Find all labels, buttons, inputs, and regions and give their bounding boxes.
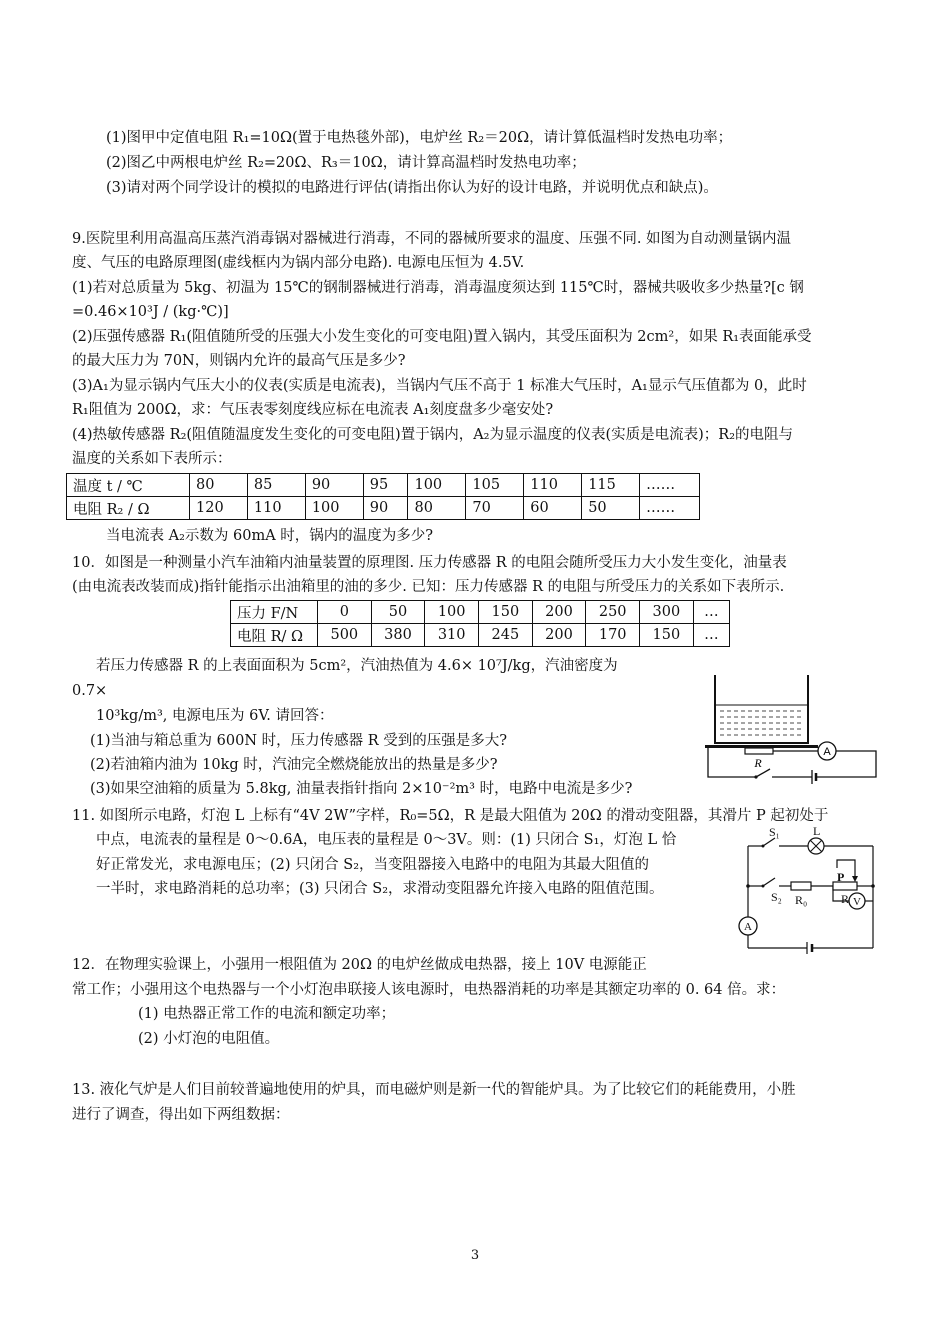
table-cell: 90 xyxy=(305,474,363,497)
s1-label: S₁ xyxy=(769,826,780,839)
sensor-label: R xyxy=(754,756,762,770)
q12-line3: (1) 电热器正常工作的电流和额定功率； xyxy=(138,1006,396,1022)
q9-line11: 当电流表 A₂示数为 60mA 时，锅内的温度为多少? xyxy=(106,528,434,544)
q11-line1: 11. 如图所示电路，灯泡 L 上标有“4V 2W”字样，R₀=5Ω，R 是最大阻值为 20Ω 的滑动变阻器，其滑片 P 起初处于 xyxy=(72,808,829,824)
oil-tank-circuit-diagram xyxy=(700,665,880,785)
q9-line8: R₁阻值为 200Ω，求：气压表零刻度线应标在电流表 A₁刻度盘多少毫安处? xyxy=(72,402,554,418)
table-cell: 170 xyxy=(586,624,640,647)
q10-line8: (3)如果空油箱的质量为 5.8kg, 油量表指针指向 2×10⁻²m³ 时，电路中电流是多少? xyxy=(90,781,633,797)
q11-line3: 好正常发光，求电源电压；(2) 只闭合 S₂，当变阻器接入电路中的电阻为其最大阻值的 xyxy=(96,857,650,873)
ammeter-label: A xyxy=(744,921,752,933)
table-row xyxy=(67,474,700,497)
table-cell: 温度 t / ℃ xyxy=(67,474,190,497)
table-cell: 380 xyxy=(371,624,425,647)
q9-line10: 温度的关系如下表所示： xyxy=(72,451,232,467)
table-cell: … xyxy=(693,624,729,647)
table-cell: 200 xyxy=(532,624,586,647)
table-cell: 80 xyxy=(190,474,248,497)
q9-line5: (2)压强传感器 R₁(阻值随所受的压强大小发生变化的可变电阻)置入锅内，其受压面积为 2cm²，如果 R₁表面能承受 xyxy=(72,329,812,345)
q9-line9: (4)热敏传感器 R₂(阻值随温度发生变化的可变电阻)置于锅内，A₂为显示温度的仪表(实质是电流表)；R₂的电阻与 xyxy=(72,427,794,443)
q12-line2: 常工作；小强用这个电热器与一个小灯泡串联接人该电源时，电热器消耗的功率是其额定功率的 0. 64 倍。求： xyxy=(72,982,786,998)
table-cell: 电阻 R₂ / Ω xyxy=(67,497,190,520)
table-cell: 120 xyxy=(190,497,248,520)
table-cell: 115 xyxy=(582,474,640,497)
table-cell: 100 xyxy=(425,601,479,624)
q9-line2: 度、气压的电路原理图(虚线框内为锅内部分电路). 电源电压恒为 4.5V. xyxy=(72,255,525,271)
q10-pressure-resistance-table xyxy=(230,600,730,647)
q11-circuit-diagram xyxy=(733,826,883,954)
q12-line1: 12．在物理实验课上，小强用一根阻值为 20Ω 的电炉丝做成电热器，接上 10V 电源能正 xyxy=(72,957,647,973)
q10-line4: 0.7× xyxy=(72,683,108,699)
table-cell: …… xyxy=(640,474,700,497)
table-cell: 50 xyxy=(371,601,425,624)
table-cell: 电阻 R/ Ω xyxy=(231,624,318,647)
table-cell: 90 xyxy=(363,497,408,520)
table-cell: 110 xyxy=(524,474,582,497)
lamp-label: L xyxy=(813,826,821,838)
q13-line1: 13. 液化气炉是人们目前较普遍地使用的炉具，而电磁炉则是新一代的智能炉具。为了比较它们的耗能费用，小胜 xyxy=(72,1082,796,1098)
q10-line6: (1)当油与箱总重为 600N 时，压力传感器 R 受到的压强是多大? xyxy=(90,733,508,749)
table-row xyxy=(231,601,730,624)
table-cell: 110 xyxy=(247,497,305,520)
q11-line4: 一半时，求电路消耗的总功率；(3) 只闭合 S₂，求滑动变阻器允许接入电路的阻值范围。 xyxy=(96,881,664,897)
q10-line7: (2)若油箱内油为 10kg 时，汽油完全燃烧能放出的热量是多少? xyxy=(90,757,498,773)
table-cell: 压力 F/N xyxy=(231,601,318,624)
table-cell: 105 xyxy=(466,474,524,497)
table-cell: 250 xyxy=(586,601,640,624)
table-cell: 200 xyxy=(532,601,586,624)
q9-line1: 9.医院里利用高温高压蒸汽消毒锅对器械进行消毒，不同的器械所要求的温度、压强不同. 如图为自动测量锅内温 xyxy=(72,231,792,247)
r0-label: R₀ xyxy=(795,893,808,907)
table-cell: 150 xyxy=(640,624,694,647)
table-cell: 500 xyxy=(318,624,372,647)
s2-label: S₂ xyxy=(771,890,782,904)
table-cell: 50 xyxy=(582,497,640,520)
table-cell: …… xyxy=(640,497,700,520)
table-cell: 310 xyxy=(425,624,479,647)
table-cell: 100 xyxy=(305,497,363,520)
table-cell: 245 xyxy=(479,624,533,647)
q8-part3: (3)请对两个同学设计的模拟的电路进行评估(请指出你认为好的设计电路，并说明优点和缺点)。 xyxy=(106,180,718,196)
q10-line1: 10．如图是一种测量小汽车油箱内油量装置的原理图. 压力传感器 R 的电阻会随所受压力大小发生变化，油量表 xyxy=(72,555,787,571)
table-cell: 95 xyxy=(363,474,408,497)
table-cell: 60 xyxy=(524,497,582,520)
table-cell: 300 xyxy=(640,601,694,624)
q9-line6: 的最大压力为 70N，则锅内允许的最高气压是多少? xyxy=(72,353,406,369)
slider-label: P xyxy=(837,870,845,884)
table-row xyxy=(231,624,730,647)
q8-part1: (1)图甲中定值电阻 R₁=10Ω(置于电热毯外部)，电炉丝 R₂＝20Ω，请计算低温档时发热电功率； xyxy=(106,130,733,146)
page-number: 3 xyxy=(470,1248,480,1263)
table-cell: 0 xyxy=(318,601,372,624)
table-cell: 80 xyxy=(408,497,466,520)
table-cell: 150 xyxy=(479,601,533,624)
table-cell: … xyxy=(693,601,729,624)
q8-part2: (2)图乙中两根电炉丝 R₂=20Ω、R₃＝10Ω，请计算高温档时发热电功率； xyxy=(106,155,586,171)
q11-line2: 中点，电流表的量程是 0～0.6A，电压表的量程是 0～3V。则：(1) 只闭合 S₁，灯泡 L 恰 xyxy=(96,832,677,848)
q9-temperature-resistance-table xyxy=(66,473,700,520)
q12-line4: (2) 小灯泡的电阻值。 xyxy=(138,1031,280,1047)
q10-line3: 若压力传感器 R 的上表面面积为 5cm²，汽油热值为 4.6× 10⁷J/kg，汽油密度为 xyxy=(96,658,618,674)
q10-line2: (由电流表改装而成)指针能指示出油箱里的油的多少. 已知：压力传感器 R 的电阻与所受压力的关系如下表所示. xyxy=(72,579,785,595)
q9-line3: (1)若对总质量为 5kg、初温为 15℃的钢制器械进行消毒，消毒温度须达到 115℃时，器械共吸收多少热量?[c 钢 xyxy=(72,280,804,296)
table-row xyxy=(67,497,700,520)
q9-line4: =0.46×10³J / (kg·℃)] xyxy=(72,304,229,320)
rheostat-label: R xyxy=(841,892,850,906)
q10-line5: 10³kg/m³, 电源电压为 6V. 请回答： xyxy=(96,708,334,724)
table-cell: 70 xyxy=(466,497,524,520)
voltmeter-label: V xyxy=(853,896,861,908)
table-cell: 100 xyxy=(408,474,466,497)
table-cell: 85 xyxy=(247,474,305,497)
q9-line7: (3)A₁为显示锅内气压大小的仪表(实质是电流表)，当锅内气压不高于 1 标准大气压时，A₁显示气压值都为 0，此时 xyxy=(72,378,807,394)
q13-line2: 进行了调查，得出如下两组数据： xyxy=(72,1107,290,1123)
ammeter-label: A xyxy=(823,746,831,758)
